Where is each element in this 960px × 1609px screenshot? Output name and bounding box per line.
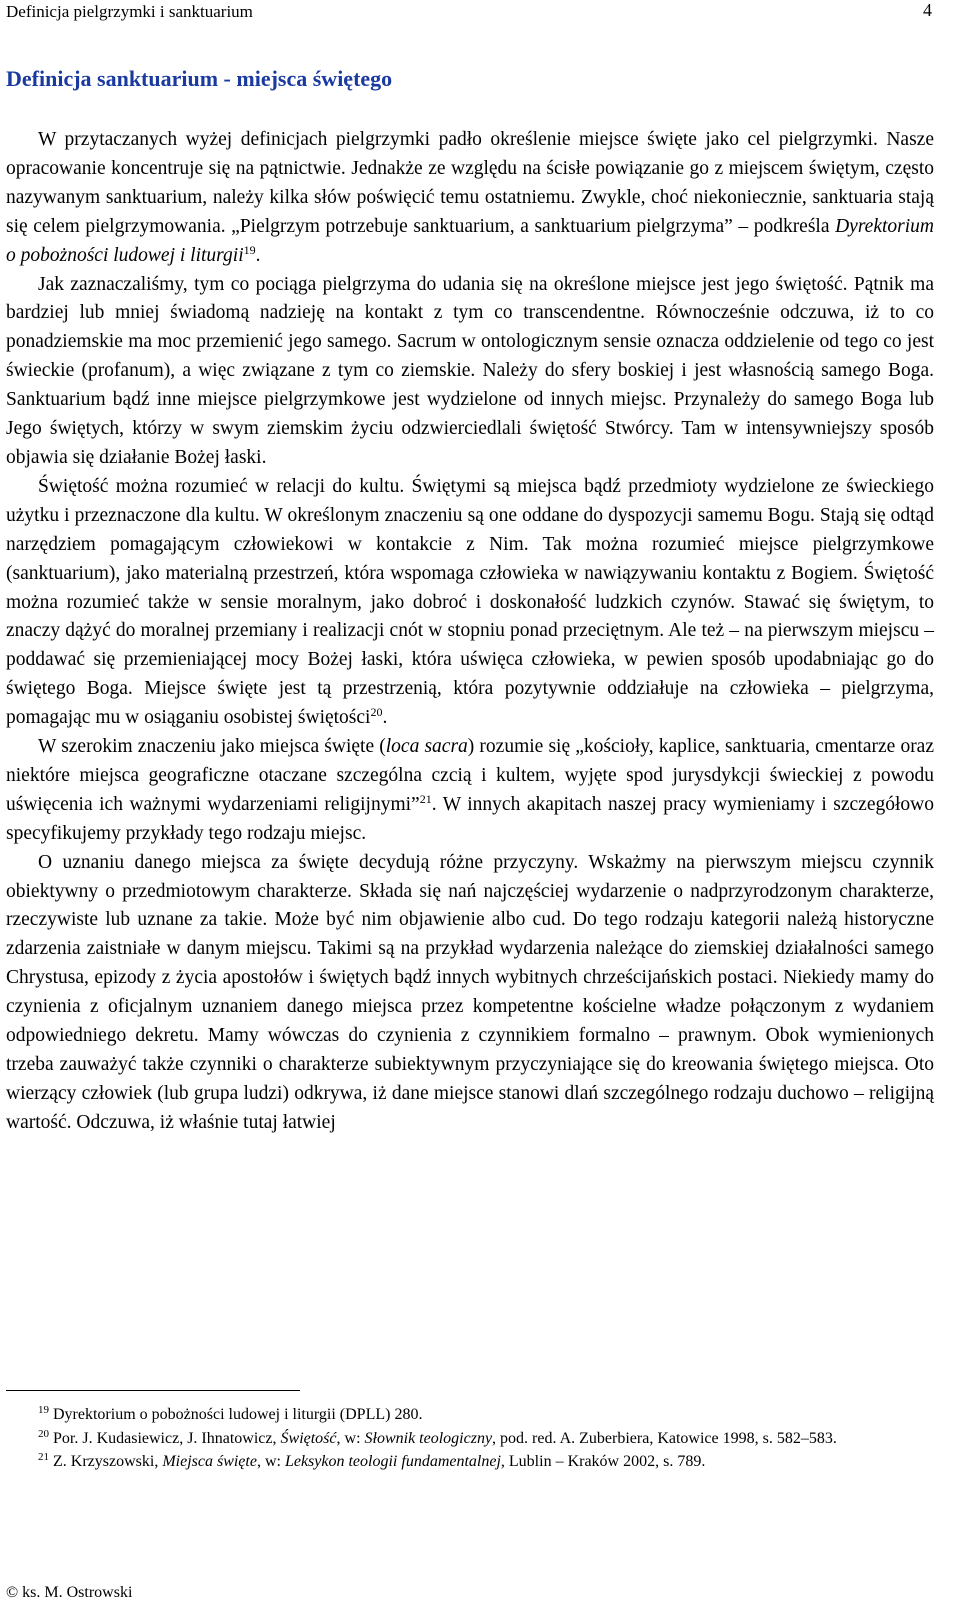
footnote-ref: 20	[370, 705, 383, 720]
running-title: Definicja pielgrzymki i sanktuarium	[6, 2, 253, 21]
paragraph: W przytaczanych wyżej definicjach pielgrzymki padło określenie miejsce święte jako cel pielgrzymki. Nasze opracowanie koncentruje się na pątnictwie. Jednakże ze względu na ścisłe powiązanie go z miejscem świętym, często nazywanym sanktuarium, należy kilka słów poświęcić temu ostatniemu. Zwykle, choć niekoniecznie, sanktuaria stają się celem pielgrzymowania. „Pielgrzym potrzebuje sanktuarium, a sanktuarium pielgrzyma” – podkreśla Dyrektorium o pobożności ludowej i liturgii$^{19}$.	[6, 129, 934, 266]
paragraph: Jak zaznaczaliśmy, tym co pociąga pielgrzyma do udania się na określone miejsce jest jego świętość. Pątnik ma bardziej lub mniej świadomą nadzieję na kontakt z tym co transcendentne. Równocześnie odczuwa, iż to co ponadziemskie ma moc przemienić jego samego. Sacrum w ontologicznym sensie oznacza oddzielenie od tego co jest świeckie (profanum), a więc związane z tym co ziemskie. Należy do sfery boskiej i jest własnością samego Boga. Sanktuarium bądź inne miejsce pielgrzymkowe jest wydzielone od innych miejsc. Przynależy do samego Boga lub Jego świętych, którzy w swym ziemskim życiu odzwierciedlali świętość Stwórcy. Tam w intensywniejszy sposób objawia się działanie Bożej łaski.	[6, 273, 934, 468]
page-footer: © ks. M. Ostrowski	[6, 1584, 133, 1601]
footnote: $^{21}$ Z. Krzyszowski, Miejsca święte, w: Leksykon teologii fundamentalnej, Lublin – Kraków 2002, s. 789.	[38, 1451, 706, 1470]
page-header	[6, 0, 932, 24]
footnote-ref: 21	[419, 791, 432, 806]
paragraph: W szerokim znaczeniu jako miejsca święte (loca sacra) rozumie się „kościoły, kaplice, sanktuaria, cmentarze oraz niektóre miejsca geograficzne otaczane szczególna czcią i kultem, wyjęte spod jurysdykcji świeckiej z powodu uświęcenia ich ważnymi wydarzeniami religijnymi”$^{21}$. W innych akapitach naszej pracy wymieniamy i szczegółowo specyfikujemy przykłady tego rodzaju miejsc.	[6, 736, 934, 844]
footnote: $^{20}$ Por. J. Kudasiewicz, J. Ihnatowicz, Świętość, w: Słownik teologiczny, pod. red. A. Zuberbiera, Katowice 1998, s. 582–583.	[38, 1427, 837, 1447]
section-heading: Definicja sanktuarium - miejsca świętego	[6, 66, 393, 91]
paragraph: Świętość można rozumieć w relacji do kultu. Świętymi są miejsca bądź przedmioty wydzielone ze świeckiego użytku i przeznaczone dla kultu. W określonym znaczeniu są one oddane do dyspozycji samemu Bogu. Stają się odtąd narzędziem pomagającym człowiekowi w kontakcie z Nim. Tak można rozumieć miejsce pielgrzymkowe (sanktuarium), jako materialną przestrzeń, która wspomaga człowieka w nawiązywaniu kontaktu z Bogiem. Świętość można rozumieć także w sensie moralnym, jako dobroć i doskonałość ludzkich czynów. Stawać się świętym, to znaczy dążyć do moralnej przemiany i realizacji cnót w stopniu ponad przeciętnym. Ale też – na pierwszym miejscu – poddawać się przemieniającej mocy Bożej łaski, która uświęca człowieka, w pewien sposób upodabniając go do świętego Boga. Miejsce święte jest tą przestrzenią, która pozytywnie oddziałuje na człowieka – pielgrzyma, pomagając mu w osiąganiu osobistej świętości$^{20}$.	[6, 475, 934, 729]
footnote-ref: 19	[243, 242, 256, 257]
paragraph: O uznaniu danego miejsca za święte decydują różne przyczyny. Wskażmy na pierwszym miejscu czynnik obiektywny o przedmiotowym charakterze. Składa się nań najczęściej wydarzenie o nadprzyrodzonym charakterze, rzeczywiste lub uznane za takie. Może być nim objawienie albo cud. Do tego rodzaju kategorii należą historyczne zdarzenia zaistniałe w danym miejscu. Takimi są na przykład wydarzenia należące do ziemskiej działalności samego Chrystusa, epizody z życia apostołów i świętych bądź innych wybitnych chrześcijańskich postaci. Niekiedy mamy do czynienia z oficjalnym uznaniem danego miejsca przez kompetentne kościelne władze połączonym z wydaniem odpowiedniego dekretu. Mamy wówczas do czynienia z czynnikiem formalno – prawnym. Obok wymienionych trzeba zauważyć także czynniki o charakterze subiektywnym przyczyniające się do kreowania świętego miejsca. Oto wierzący człowiek (lub grupa ludzi) odkrywa, iż dane miejsce stanowi dlań szczególnego rodzaju duchowo – religijną wartość. Odczuwa, iż właśnie tutaj łatwiej	[6, 851, 934, 1133]
footnotes	[6, 1404, 934, 1475]
page-number: 4	[923, 0, 932, 20]
main-text	[6, 126, 934, 1138]
footnote: $^{19}$ Dyrektorium o pobożności ludowej i liturgii (DPLL) 280.	[38, 1404, 423, 1423]
footnote-separator	[6, 1390, 300, 1391]
